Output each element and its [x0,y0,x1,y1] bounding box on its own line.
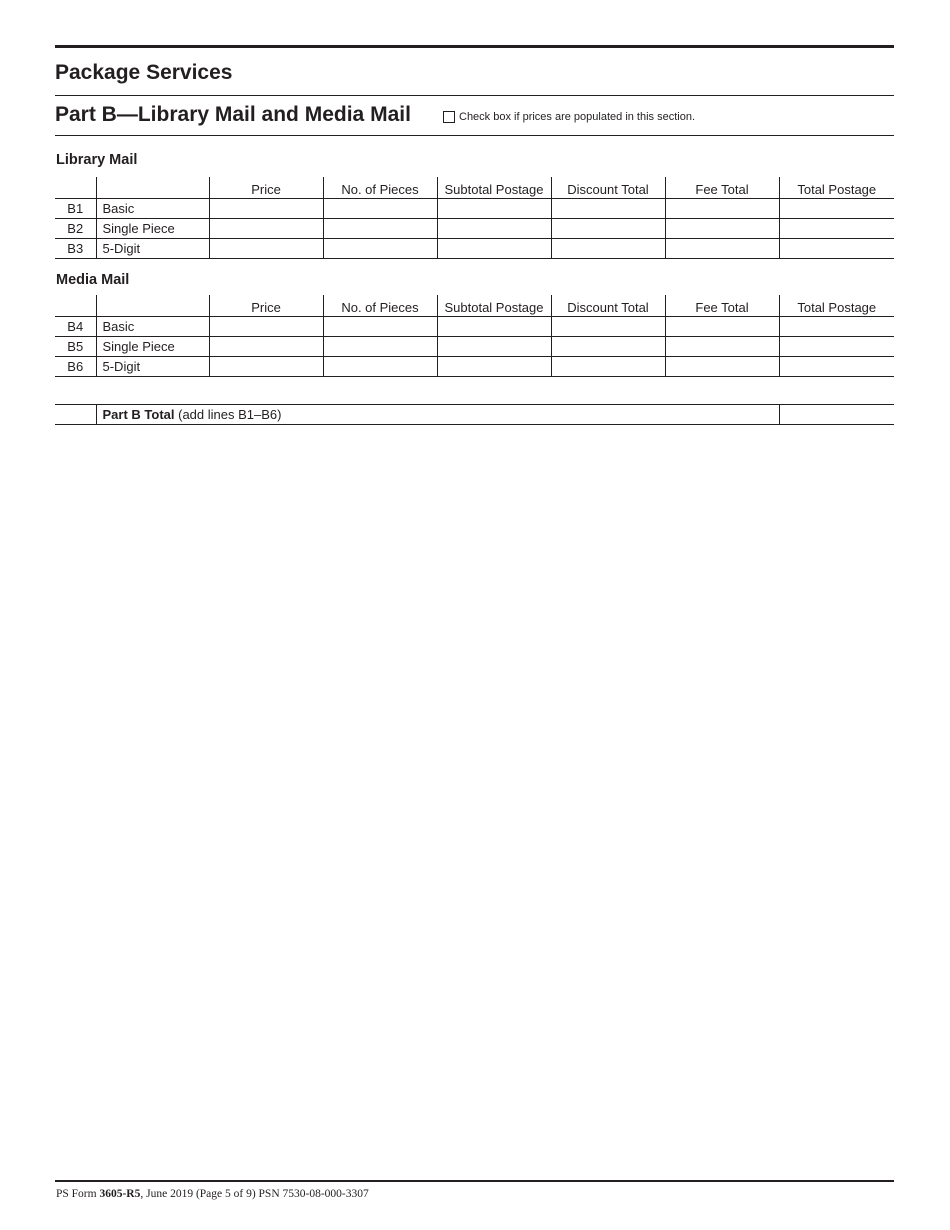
media-mail-title: Media Mail [56,272,130,288]
fee-total-header: Fee Total [665,295,779,317]
part-total-label-rest: (add lines B1–B6) [174,407,282,422]
table-row [55,219,894,239]
total-postage-field[interactable] [779,199,894,219]
discount-total-header: Discount Total [551,177,665,199]
subtotal-postage-header: Subtotal Postage [437,295,551,317]
row-label: Basic [96,199,209,219]
fee-total-field[interactable] [665,337,779,357]
price-header: Price [209,295,323,317]
library-mail-title: Library Mail [56,152,138,168]
description-header [96,177,209,199]
prices-populated-checkbox-group[interactable] [443,111,695,123]
page-title: Package Services [55,61,233,84]
line-number: B6 [55,357,96,377]
fee-total-field[interactable] [665,239,779,259]
total-postage-field[interactable] [779,239,894,259]
table-row [55,199,894,219]
price-field[interactable] [209,337,323,357]
subtotal-postage-field[interactable] [437,357,551,377]
total-postage-header: Total Postage [779,177,894,199]
row-label: Single Piece [96,337,209,357]
price-field[interactable] [209,357,323,377]
row-label: 5-Digit [96,239,209,259]
part-total-table [55,404,894,425]
row-label: Single Piece [96,219,209,239]
table-row [55,337,894,357]
library-mail-header-row [55,177,894,199]
fee-total-field[interactable] [665,199,779,219]
fee-total-field[interactable] [665,317,779,337]
pieces-field[interactable] [323,357,437,377]
media-mail-header-row [55,295,894,317]
title-divider [55,95,894,96]
price-field[interactable] [209,199,323,219]
subtotal-postage-field[interactable] [437,199,551,219]
fee-total-field[interactable] [665,357,779,377]
top-rule [55,45,894,48]
subtotal-postage-header: Subtotal Postage [437,177,551,199]
media-mail-table [55,295,894,377]
total-postage-field[interactable] [779,219,894,239]
price-field[interactable] [209,317,323,337]
price-header: Price [209,177,323,199]
pieces-field[interactable] [323,199,437,219]
table-row [55,317,894,337]
table-row [55,239,894,259]
discount-total-field[interactable] [551,317,665,337]
part-divider [55,135,894,136]
line-number: B2 [55,219,96,239]
form-footer [56,1188,369,1200]
subtotal-postage-field[interactable] [437,239,551,259]
total-postage-field[interactable] [779,357,894,377]
price-field[interactable] [209,239,323,259]
line-number: B5 [55,337,96,357]
footer-form-number: 3605-R5 [99,1188,141,1200]
prices-populated-checkbox-label: Check box if prices are populated in this section. [459,111,696,123]
pieces-field[interactable] [323,337,437,357]
line-number-header [55,177,96,199]
line-number: B4 [55,317,96,337]
total-postage-header: Total Postage [779,295,894,317]
total-postage-field[interactable] [779,317,894,337]
pieces-header: No. of Pieces [323,177,437,199]
discount-total-field[interactable] [551,239,665,259]
line-number: B1 [55,199,96,219]
subtotal-postage-field[interactable] [437,337,551,357]
row-label: 5-Digit [96,357,209,377]
description-header [96,295,209,317]
subtotal-postage-field[interactable] [437,317,551,337]
pieces-header: No. of Pieces [323,295,437,317]
pieces-field[interactable] [323,219,437,239]
line-number: B3 [55,239,96,259]
discount-total-field[interactable] [551,337,665,357]
line-number-header [55,295,96,317]
discount-total-field[interactable] [551,219,665,239]
part-total-line-number [55,405,96,425]
row-label: Basic [96,317,209,337]
pieces-field[interactable] [323,317,437,337]
pieces-field[interactable] [323,239,437,259]
discount-total-field[interactable] [551,199,665,219]
footer-prefix: PS Form [56,1188,100,1200]
library-mail-table [55,177,894,259]
part-total-row [55,405,894,425]
discount-total-header: Discount Total [551,295,665,317]
price-field[interactable] [209,219,323,239]
prices-populated-checkbox[interactable] [443,111,455,123]
footer-rest: , June 2019 (Page 5 of 9) PSN 7530-08-000-3307 [140,1188,369,1200]
part-title: Part B—Library Mail and Media Mail [55,103,411,126]
part-total-label-bold: Part B Total [102,407,175,422]
part-total-label [96,405,779,425]
fee-total-field[interactable] [665,219,779,239]
subtotal-postage-field[interactable] [437,219,551,239]
discount-total-field[interactable] [551,357,665,377]
total-postage-field[interactable] [779,337,894,357]
footer-rule [55,1180,894,1182]
table-row [55,357,894,377]
part-total-field[interactable] [779,405,894,425]
fee-total-header: Fee Total [665,177,779,199]
